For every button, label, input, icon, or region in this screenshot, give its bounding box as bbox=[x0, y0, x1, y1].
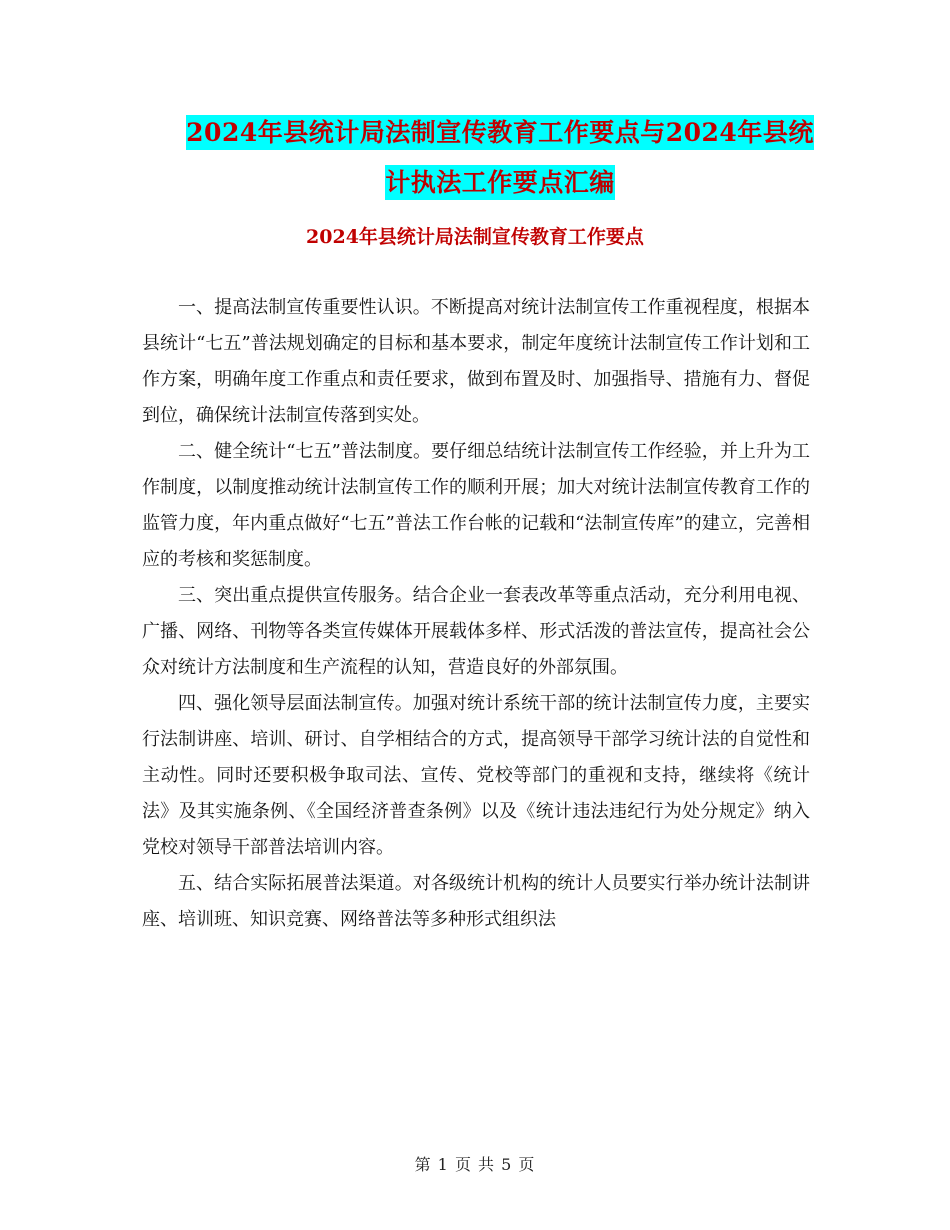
paragraph-4: 四、强化领导层面法制宣传。加强对统计系统干部的统计法制宣传力度，主要实行法制讲座、培训、研讨、自学相结合的方式，提高领导干部学习统计法的自觉性和主动性。同时还要积极争取司法、宣传、党校等部门的重视和支持，继续将《统计法》及其实施条例、《全国经济普查条例》以及《统计违法违纪行为处分规定》纳入党校对领导干部普法培训内容。 bbox=[142, 693, 810, 858]
main-title-line-2: 计执法工作要点汇编 bbox=[385, 165, 615, 200]
paragraph-3: 三、突出重点提供宣传服务。结合企业一套表改革等重点活动，充分利用电视、广播、网络、刊物等各类宣传媒体开展载体多样、形式活泼的普法宣传，提高社会公众对统计方法制度和生产流程的认知，营造良好的外部氛围。 bbox=[142, 585, 810, 678]
main-title-line-1: 2024年县统计局法制宣传教育工作要点与2024年县统 bbox=[186, 115, 814, 150]
section-title: 2024年县统计局法制宣传教育工作要点 bbox=[306, 226, 644, 248]
page-number-footer: 第 1 页 共 5 页 bbox=[414, 1155, 536, 1174]
document-main-title bbox=[140, 108, 860, 208]
paragraph-2: 二、健全统计“七五”普法制度。要仔细总结统计法制宣传工作经验，并上升为工作制度，以制度推动统计法制宣传工作的顺利开展；加大对统计法制宣传教育工作的监管力度，年内重点做好“七五”普法工作台帐的记载和“法制宣传库”的建立，完善相应的考核和奖惩制度。 bbox=[142, 441, 810, 570]
paragraph-1: 一、提高法制宣传重要性认识。不断提高对统计法制宣传工作重视程度，根据本县统计“七五”普法规划确定的目标和基本要求，制定年度统计法制宣传工作计划和工作方案，明确年度工作重点和责任要求，做到布置及时、加强指导、措施有力、督促到位，确保统计法制宣传落到实处。 bbox=[142, 297, 810, 426]
document-body bbox=[142, 290, 810, 938]
paragraph-5: 五、结合实际拓展普法渠道。对各级统计机构的统计人员要实行举办统计法制讲座、培训班、知识竞赛、网络普法等多种形式组织法 bbox=[142, 873, 810, 930]
